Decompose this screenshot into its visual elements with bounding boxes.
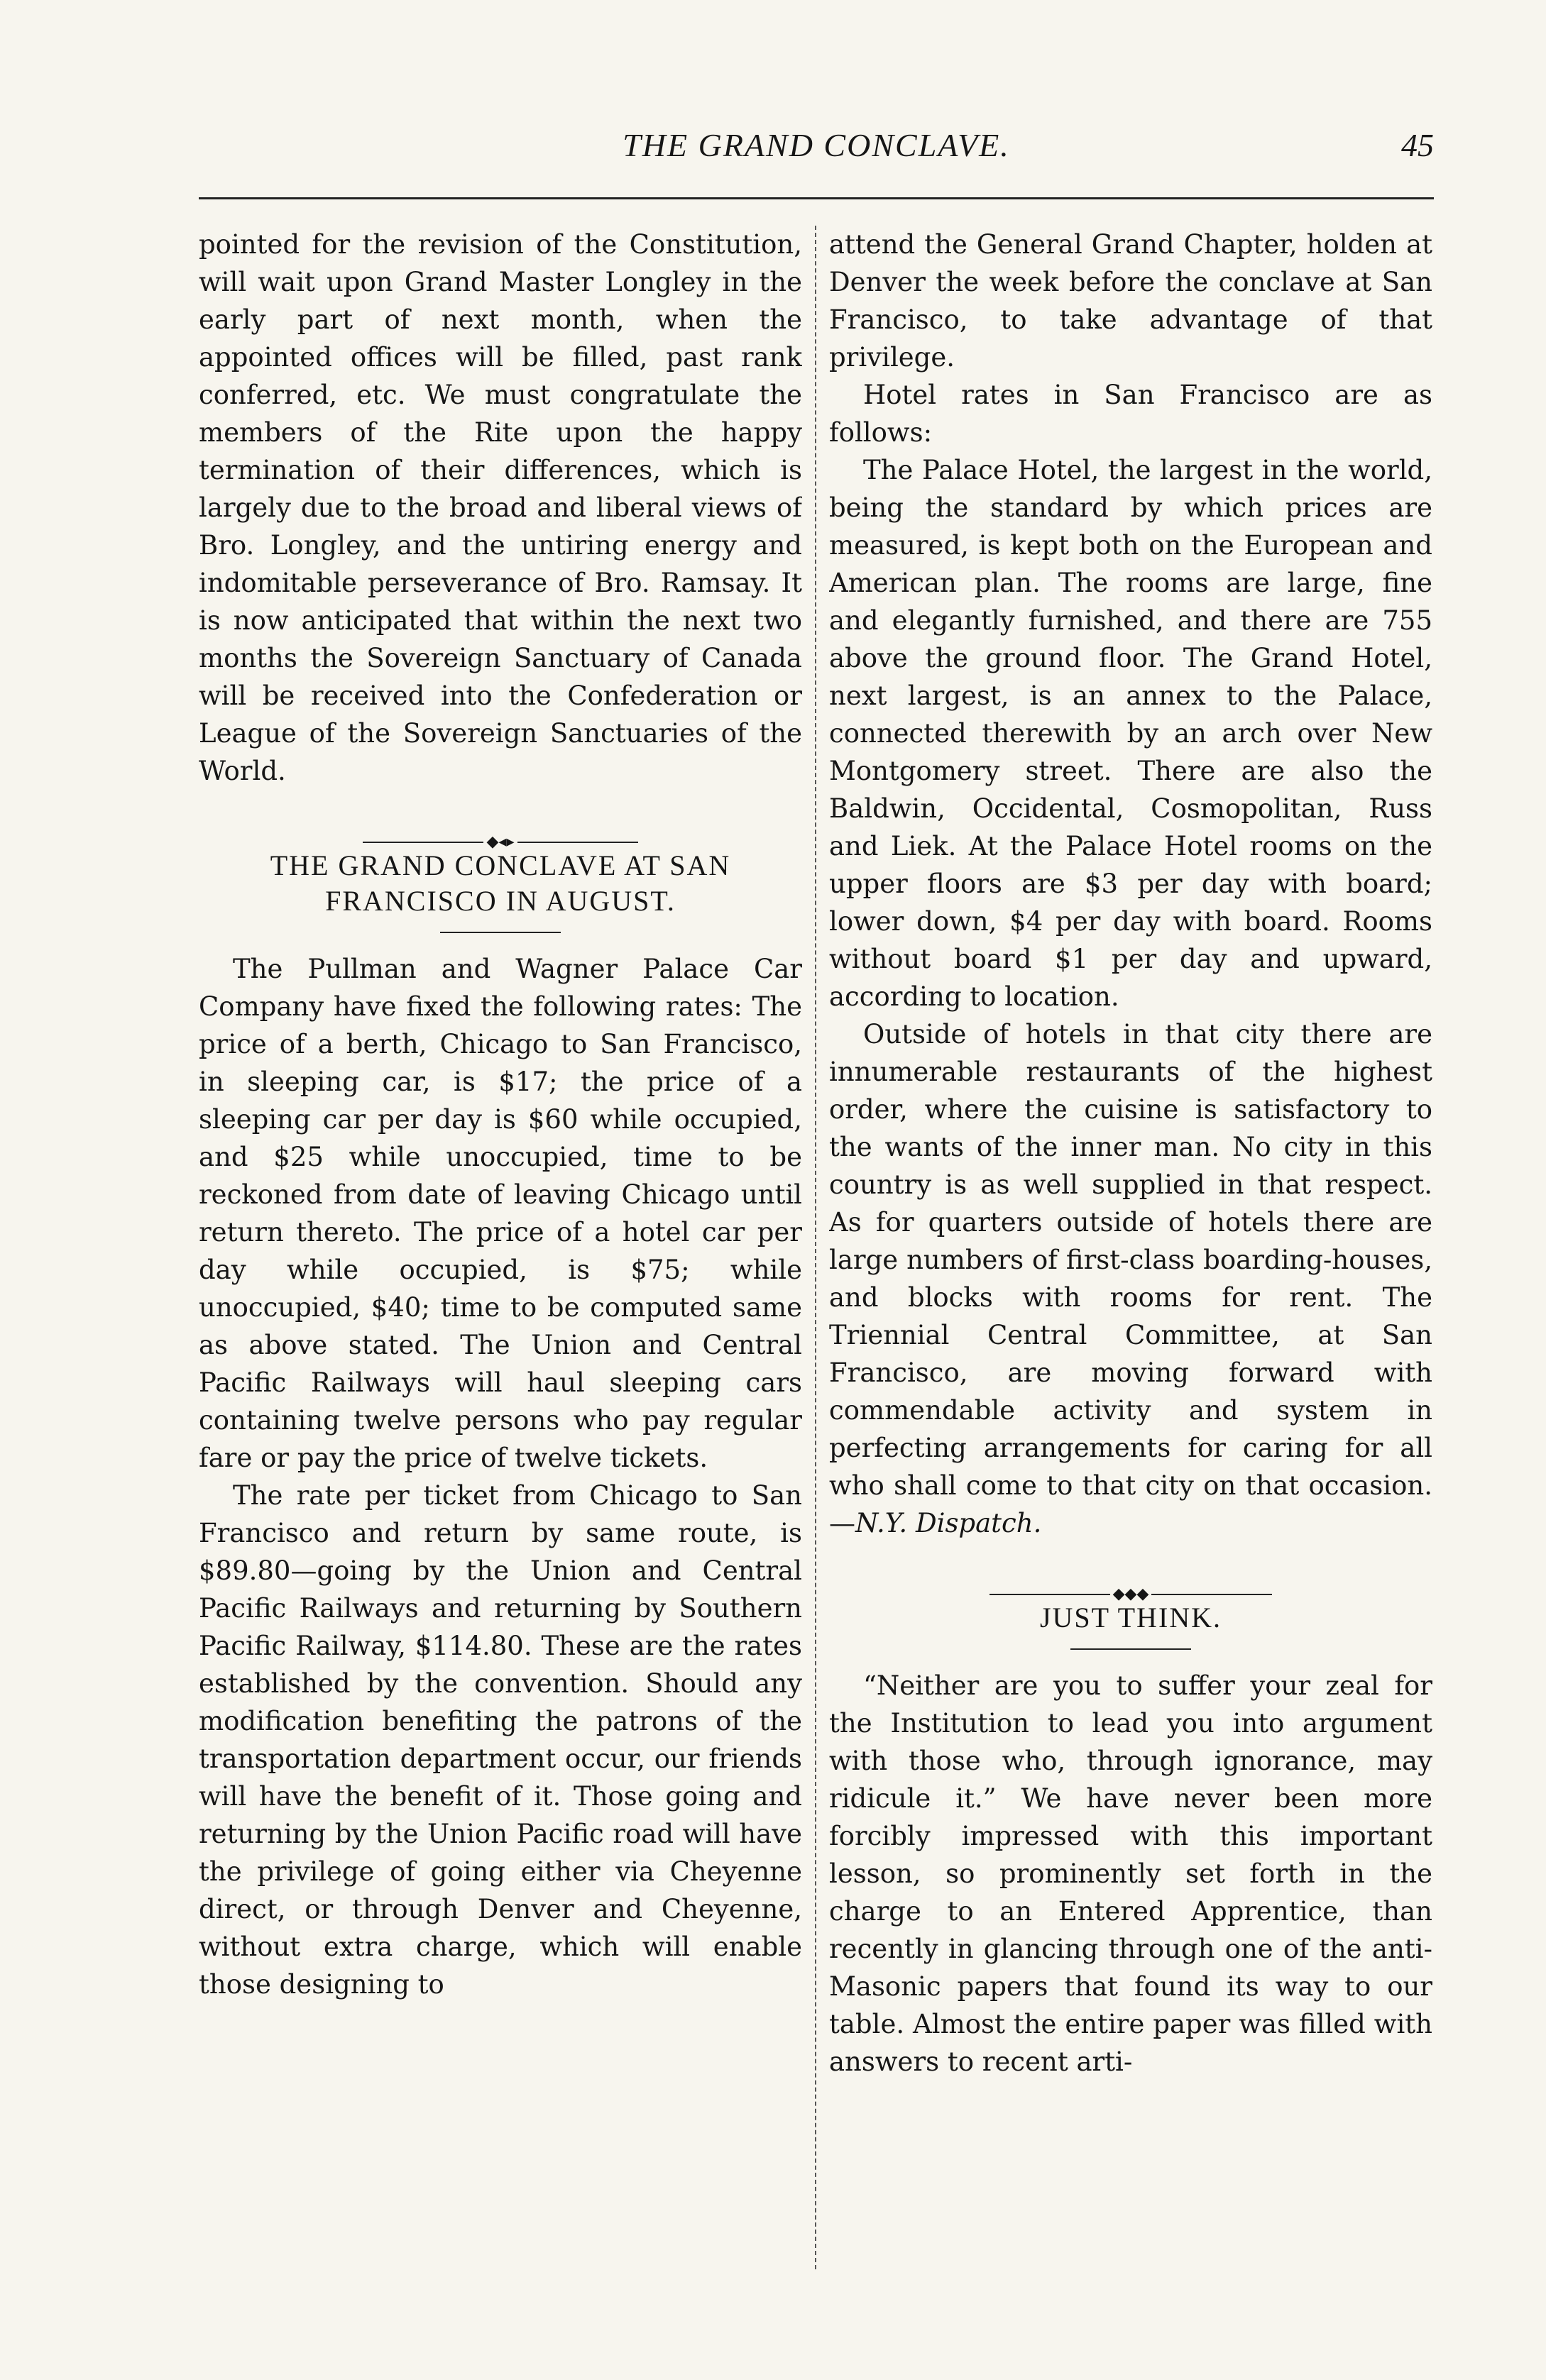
ornament-glyph: ◆◆◆ <box>1112 1585 1149 1603</box>
left-continuation-paragraph: pointed for the revision of the Constitution, will wait upon Grand Master Longley in the early part of next month, when the appointed offices will be filled, past rank conferred, etc. We must congratulate the members of the Rite upon the happy termination of their differences, which is largely due to the broad and liberal views of Bro. Longley, and the untiring energy and indomitable perseverance of Bro. Ramsay. It is now anticipated that within the next two months the Sovereign Sanctuary of Canada will be received into the Confederation or League of the Sovereign Sanctuaries of the World. <box>199 229 802 786</box>
right-continuation-paragraph: attend the General Grand Chapter, holden at Denver the week before the conclave at San Francisco, to take advantage of that privilege. <box>829 229 1432 373</box>
heading-rule <box>440 932 561 933</box>
article-heading-san-francisco: THE GRAND CONCLAVE AT SAN FRANCISCO IN AUGUST. <box>270 849 731 917</box>
ornament-line <box>517 842 638 843</box>
section-ornament <box>199 821 802 851</box>
ornament-line <box>1151 1594 1272 1595</box>
paragraph-ticket-rates: The rate per ticket from Chicago to San Francisco and return by same route, is $89.80—going by the Union and Central Pacific Railways and returning by Southern Pacific Railway, $114.80. These are the rates established by the convention. Should any modification benefiting the patrons of the transportation department occur, our friends will have the benefit of it. Those going and returning by the Union Pacific road will have the privilege of going either via Cheyenne direct, or through Denver and Cheyenne, without extra charge, which will enable those designing to <box>199 1480 802 2000</box>
column-divider <box>815 226 816 2269</box>
header-rule <box>199 197 1434 199</box>
page-number: 45 <box>1401 127 1434 163</box>
paragraph-hotel-rates-intro: Hotel rates in San Francisco are as follows: <box>829 380 1432 448</box>
running-title: THE GRAND CONCLAVE. <box>623 127 1010 163</box>
paragraph-just-think: “Neither are you to suffer your zeal for the Institution to lead you into argument with those who, through ignorance, may ridicule it.” We have never been more forcibly impressed with this important lesson, so prominently set forth in the charge to an Entered Apprentice, than recently in glancing through one of the anti-Masonic papers that found its way to our table. Almost the entire paper was filled with answers to recent arti- <box>829 1670 1432 2077</box>
heading-rule <box>1070 1648 1191 1650</box>
paragraph-palace-hotel: The Palace Hotel, the largest in the world, being the standard by which prices are measured, is kept both on the European and American plan. The rooms are large, fine and elegantly furnished, and there are 755 above the ground floor. The Grand Hotel, next largest, is an annex to the Palace, connected therewith by an arch over New Montgomery street. There are also the Baldwin, Occidental, Cosmopolitan, Russ and Liek. At the Palace Hotel rooms on the upper floors are $3 per day with board; lower down, $4 per day with board. Rooms without board $1 per day and upward, according to location. <box>829 455 1432 1012</box>
running-head <box>199 126 1434 183</box>
ornament-glyph: ◆◂▸ <box>486 833 515 851</box>
paragraph-outside-hotels <box>829 1015 1432 1542</box>
ornament-line <box>363 842 483 843</box>
source-signoff: N.Y. Dispatch. <box>855 1508 1042 1538</box>
section-ornament <box>829 1573 1432 1603</box>
right-column <box>829 226 1432 2269</box>
outside-hotels-text: Outside of hotels in that city there are innumerable restaurants of the highest order, where the cuisine is satisfactory to the wants of the inner man. No city in this country is as well supplied in that respect. As for quarters outside of hotels there are large numbers of first-class boarding-houses, and blocks with rooms for rent. The Triennial Central Committee, at San Francisco, are moving forward with commendable activity and system in perfecting arrangements for caring for all who shall come to that city on that occasion.— <box>829 1019 1432 1538</box>
article-heading-just-think: JUST THINK. <box>1039 1602 1222 1634</box>
paragraph-rates: The Pullman and Wagner Palace Car Company have fixed the following rates: The price of a berth, Chicago to San Francisco, in sleeping car, is $17; the price of a sleeping car per day is $60 while occupied, and $25 while unoccupied, time to be reckoned from date of leaving Chicago until return thereto. The price of a hotel car per day while occupied, is $75; while unoccupied, $40; time to be computed same as above stated. The Union and Central Pacific Railways will haul sleeping cars containing twelve persons who pay regular fare or pay the price of twelve tickets. <box>199 954 802 1473</box>
ornament-line <box>989 1594 1110 1595</box>
left-column <box>199 226 802 2269</box>
